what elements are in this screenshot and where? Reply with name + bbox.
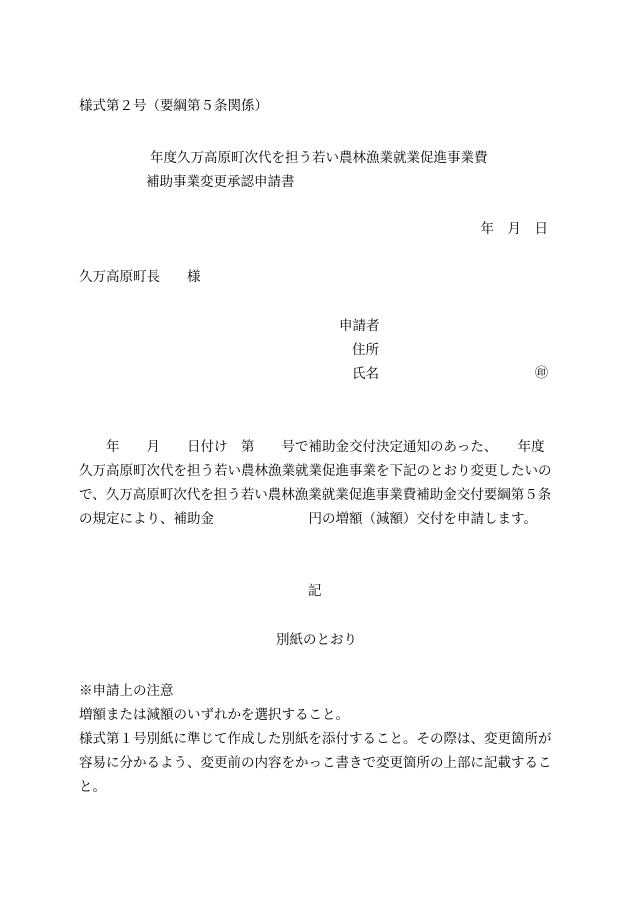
applicant-heading: 申請者 bbox=[339, 318, 380, 334]
notes-line-1: 増額または減額のいずれかを選択すること。 bbox=[79, 707, 349, 723]
title-line-2: 補助事業変更承認申請書 bbox=[146, 174, 295, 190]
applicant-name-label: 氏名 bbox=[352, 366, 379, 382]
body-line-4: の規定により、補助金 円の増額（減額）交付を申請します。 bbox=[79, 511, 537, 527]
body-line-3: で、久万高原町次代を担う若い農林漁業就業促進事業費補助金交付要綱第５条 bbox=[79, 487, 552, 503]
form-number: 様式第２号（要綱第５条関係） bbox=[79, 98, 268, 114]
body-line-1: 年 月 日付け 第 号で補助金交付決定通知のあった、 年度 bbox=[106, 439, 545, 455]
notes-line-3: 容易に分かるよう、変更前の内容をかっこ書きで変更箇所の上部に記載するこ bbox=[79, 755, 552, 771]
notes-line-4: と。 bbox=[79, 779, 106, 795]
notes-line-2: 様式第１号別紙に準じて作成した別紙を添付すること。その際は、変更箇所が bbox=[79, 731, 552, 747]
applicant-address-label: 住所 bbox=[352, 342, 379, 358]
title-line-1: 年度久万高原町次代を担う若い農林漁業就業促進事業費 bbox=[150, 150, 488, 166]
body-line-2: 久万高原町次代を担う若い農林漁業就業促進事業を下記のとおり変更したいの bbox=[79, 463, 552, 479]
notes-heading: ※申請上の注意 bbox=[79, 683, 174, 699]
date-line: 年 月 日 bbox=[480, 221, 548, 237]
attachment-note: 別紙のとおり bbox=[276, 632, 357, 648]
seal-mark: ㊞ bbox=[534, 366, 548, 381]
addressee: 久万高原町長 様 bbox=[79, 269, 201, 285]
ki-heading: 記 bbox=[308, 583, 322, 599]
